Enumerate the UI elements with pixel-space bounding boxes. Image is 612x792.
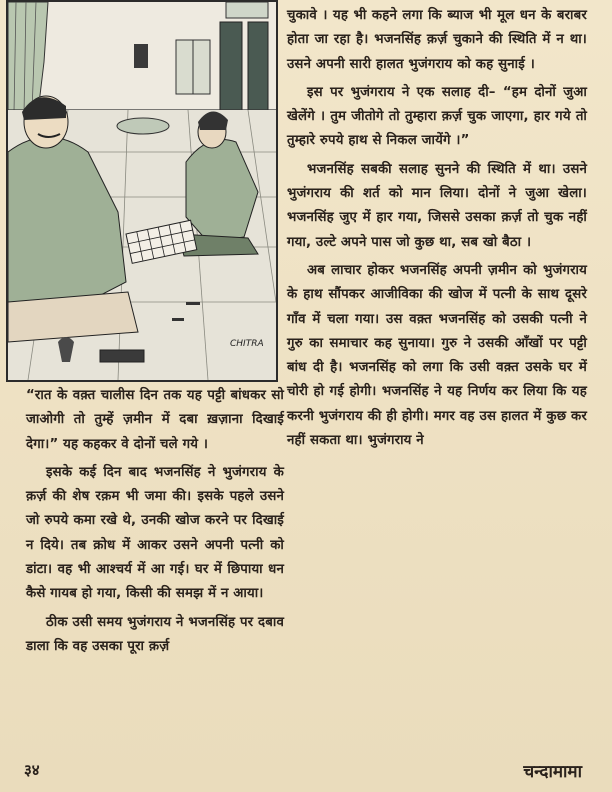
artist-signature: CHITRA (230, 339, 264, 349)
left-text-column (26, 384, 284, 663)
paragraph: “रात के वक़्त चालीस दिन तक यह पट्टी बांधकर सो जाओगी तो तुम्हें ज़मीन में दबा ख़ज़ाना दिखाई देगा।” यह कहकर वे दोनों चले गये । (26, 388, 284, 452)
page-number: ३४ (24, 761, 40, 779)
paragraph: अब लाचार होकर भजनसिंह अपनी ज़मीन को भुजंगराय के हाथ सौंपकर आजीविका की खोज में पत्नी के साथ दूसरे गाँव में चला गया। उस वक़्त भजनसिंह को उसकी पत्नी ने गुरु का समाचार कह सुनाया। गुरु ने उसकी आँखों पर पट्टी बांध दी है। भजनसिंह को लगा कि उसी वक़्त उसके घर में चोरी हो गई होगी। भजनसिंह ने यह निर्णय कर लिया कि यह करनी भुजंगराय की ही होगी। मगर वह उस हालत में कुछ कर नहीं सकता था। भुजंगराय ने (287, 262, 587, 449)
paragraph: ठीक उसी समय भुजंगराय ने भजनसिंह पर दबाव डाला कि वह उसका पूरा क़र्ज़ (26, 614, 284, 654)
paragraph: इस पर भुजंगराय ने एक सलाह दी– “हम दोनों जुआ खेलेंगे । तुम जीतोगे तो तुम्हारा क़र्ज़ चुक जाएगा, हार गये तो तुम्हारे रुपये हाथ से निकल जायेंगे ।” (287, 84, 587, 149)
paragraph: इसके कई दिन बाद भजनसिंह ने भुजंगराय के क़र्ज़ की शेष रक़म भी जमा की। इसके पहले उसने जो रुपये कमा रखे थे, उनकी खोज करने पर दिखाई न दिये। तब क्रोध में आकर उसने अपनी पत्नी को डांटा। वह भी आश्चर्य में आ गई। घर में छिपाया धन कैसे गायब हो गया, किसी की समझ में न आया। (26, 464, 284, 602)
paragraph: चुकावे । यह भी कहने लगा कि ब्याज भी मूल धन के बराबर होता जा रहा है। भजनसिंह क़र्ज़ चुकाने की स्थिति में न था। उसने अपनी सारी हालत भुजंगराय को कह सुनाई । (287, 8, 587, 72)
right-text-column (287, 4, 587, 457)
paragraph: भजनसिंह सबकी सलाह सुनने की स्थिति में था। उसने भुजंगराय की शर्त को मान लिया। दोनों ने जुआ खेला। भजनसिंह जुए में हार गया, जिससे उसका क़र्ज़ तो चुक नहीं गया, उल्टे अपने पास जो कुछ था, सब खो बैठा । (287, 161, 587, 250)
magazine-name: चन्दामामा (523, 762, 582, 782)
story-illustration (6, 0, 278, 382)
